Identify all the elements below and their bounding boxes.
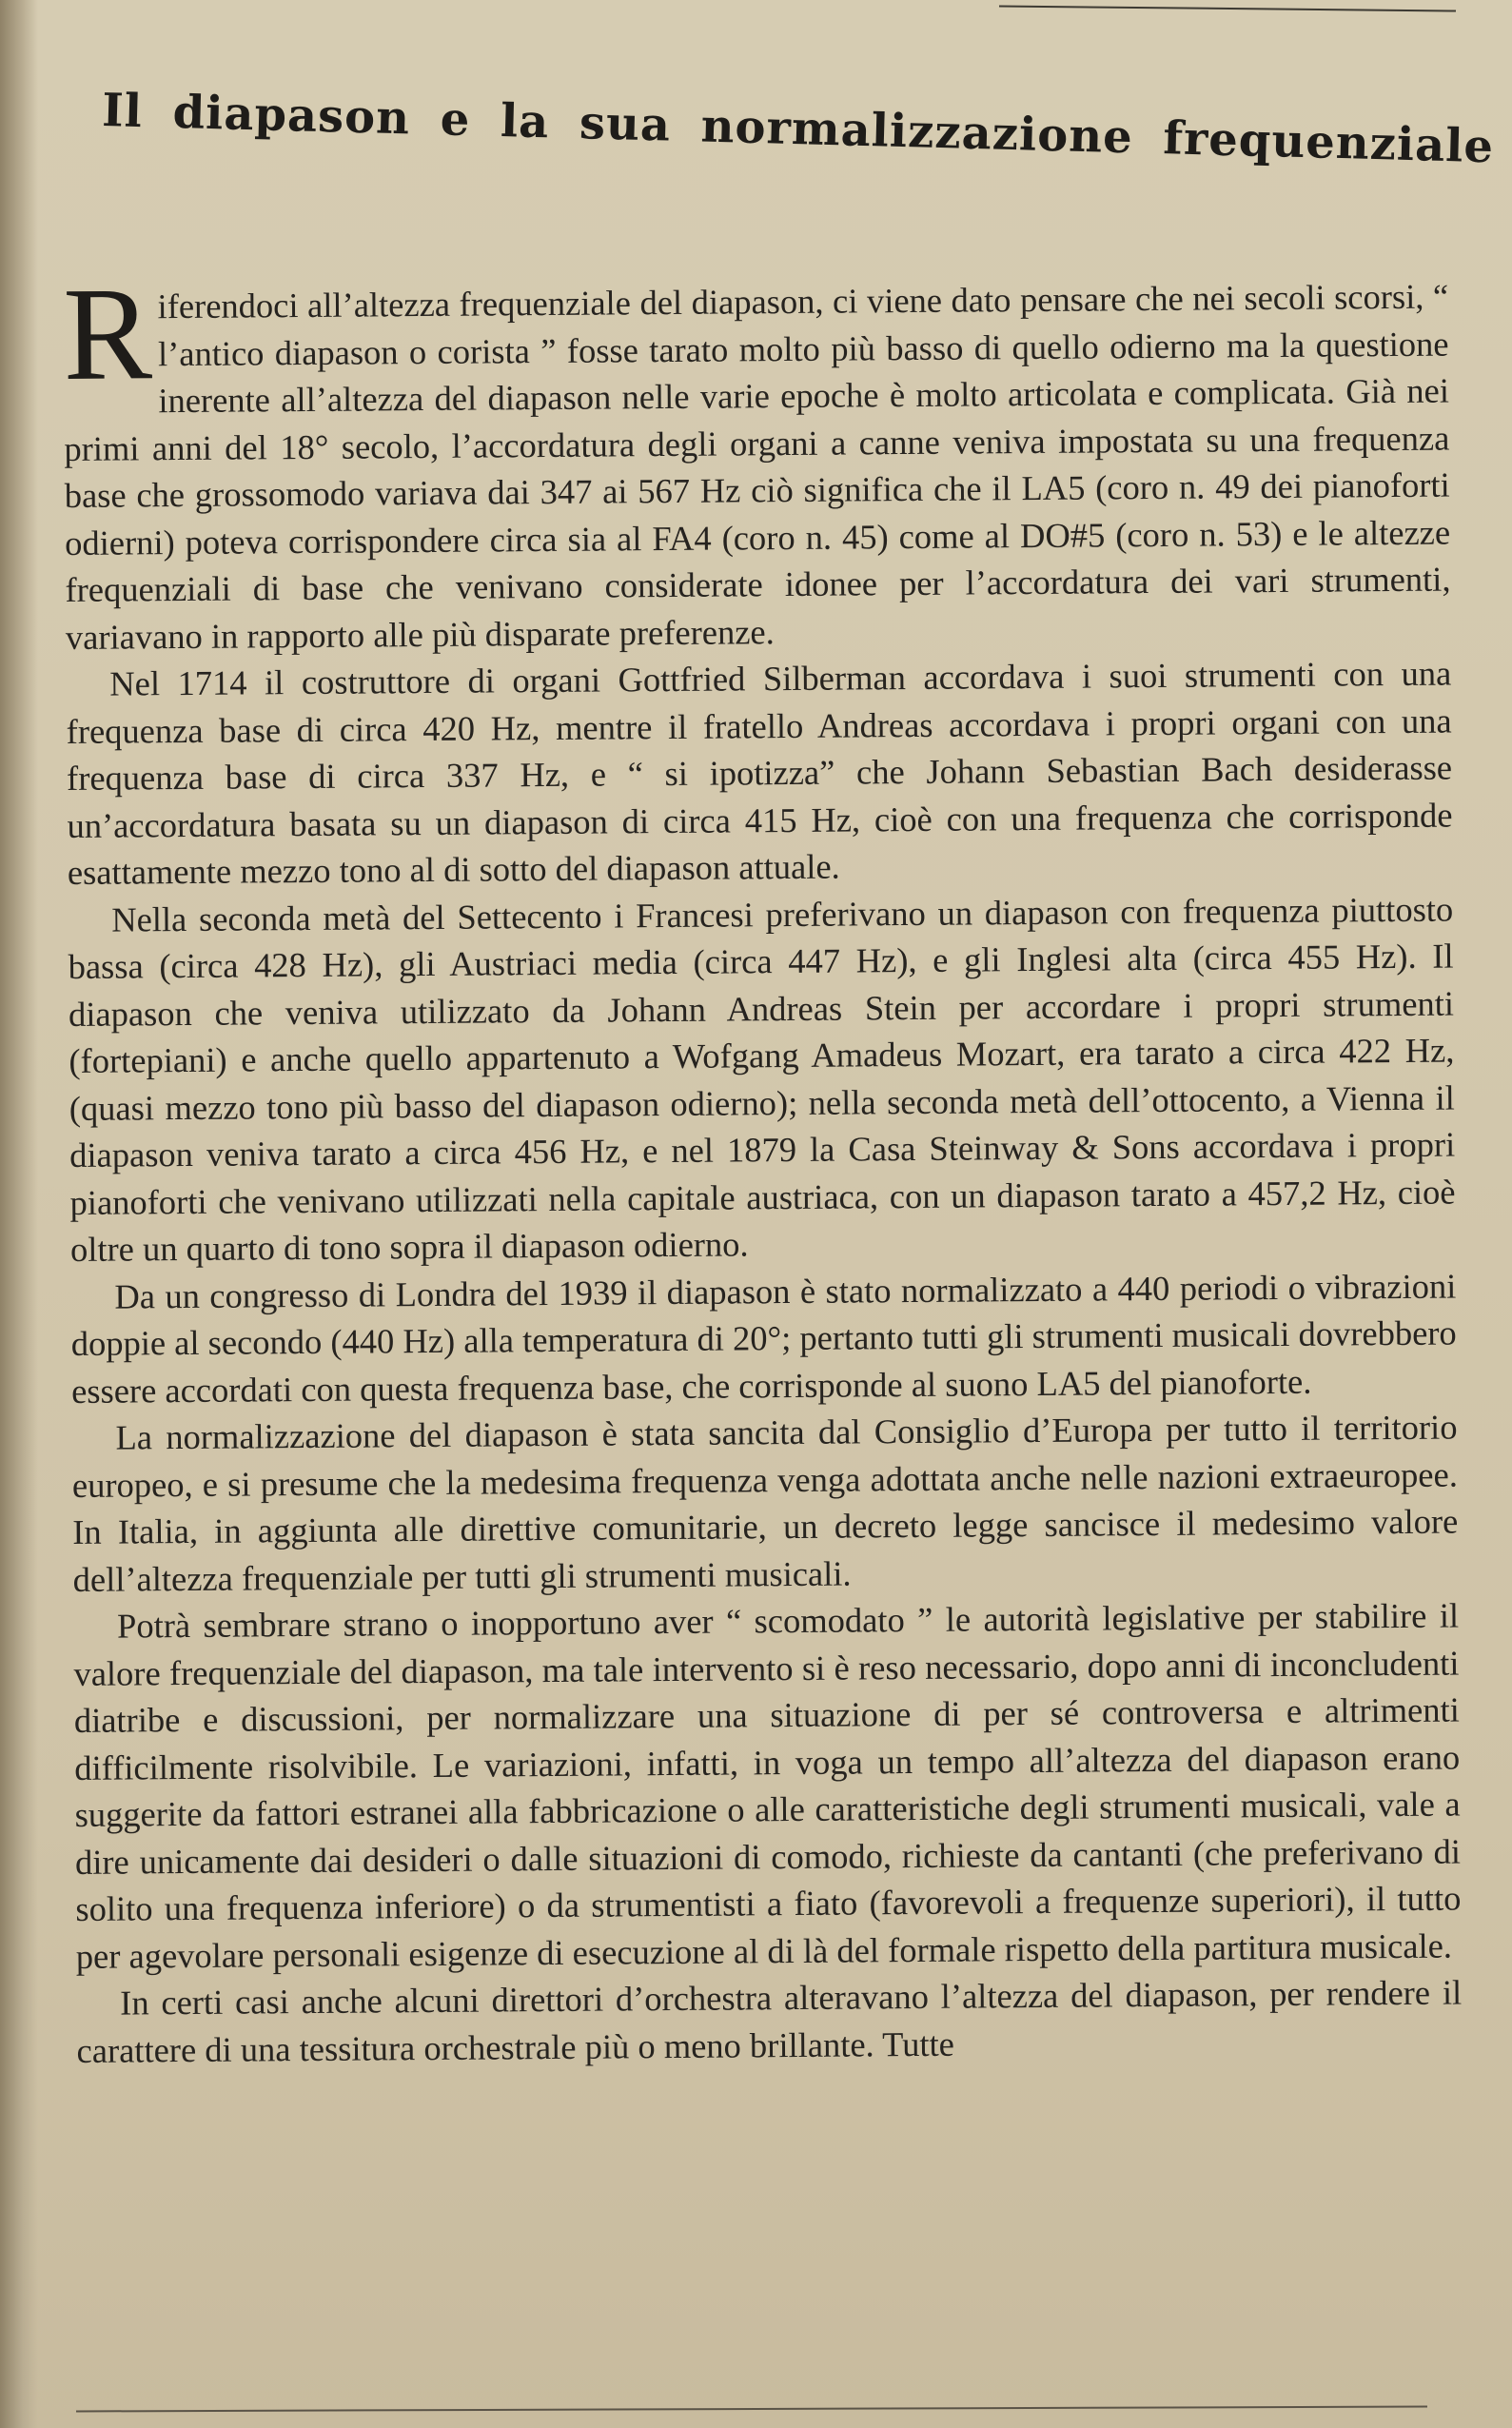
paragraph-2: Nel 1714 il costruttore di organi Gottfried Silberman accordava i suoi strumenti con una frequenza base di circa 420 Hz, mentre il fratello Andreas accordava i propri organi con una frequenza base di circa 337 Hz, e “ si ipotizza” che Johann Sebastian Bach desiderasse un’accordatura basata su un diapason di circa 415 Hz, cioè con una frequenza che corrisponde esattamente mezzo tono al di sotto del diapason attuale. — [66, 653, 1453, 892]
top-rule — [999, 5, 1456, 11]
paragraph-3: Nella seconda metà del Settecento i Francesi preferivano un diapason con frequenza piuttosto bassa (circa 428 Hz), gli Austriaci media (circa 447 Hz), e gli Inglesi alta (circa 455 Hz). Il diapason che veniva utilizzato da Johann Andreas Stein per accordare i propri strumenti (fortepiani) e anche quello appartenuto a Wofgang Amadeus Mozart, era tarato a circa 422 Hz, (quasi mezzo tono più basso del diapason odierno); nella seconda metà dell’ottocento, a Vienna il diapason veniva tarato a circa 456 Hz, e nel 1879 la Casa Steinway & Sons accordava i propri pianoforti che venivano utilizzati nella capitale austriaca, con un diapason tarato a 457,2 Hz, cioè oltre un quarto di tono sopra il diapason odierno. — [68, 889, 1456, 1269]
paragraph-5: La normalizzazione del diapason è stata sancita dal Consiglio d’Europa per tutto il territorio europeo, e si presume che la medesima frequenza venga adottata anche nelle nazioni extraeuropee. In Italia, in aggiunta alle direttive comunitarie, un decreto legge sancisce il medesimo valore dell’altezza frequenziale per tutti gli strumenti musicali. — [71, 1407, 1459, 1599]
body-text — [62, 260, 1463, 2074]
bottom-rule — [76, 2406, 1427, 2413]
paragraph-6: Potrà sembrare strano o inopportuno aver “ scomodato ” le autorità legislative per stabilire il valore frequenziale del diapason, ma tale intervento si è reso necessario, dopo anni di inconcludenti diatribe e discussioni, per normalizzare una situazione di per sé controversa e altrimenti difficilmente risolvibile. Le variazioni, infatti, in voga un tempo all’altezza del diapason erano suggerite da fattori estranei alla fabbricazione o alle caratteristiche degli strumenti musicali, vale a dire unicamente dai desideri o dalle situazioni di comodo, richieste da cantanti (che preferivano di solito una frequenza inferiore) o da strumentisti a fiato (favorevoli a frequenze superiori), il tutto per agevolare personali esigenze di esecuzione al di là del formale rispetto della partitura musicale. — [73, 1595, 1462, 1976]
paragraph-1-text: iferendoci all’altezza frequenziale del diapason, ci viene dato pensare che nei secoli scorsi, “ l’antico diapason o corista ” fosse tarato molto più basso di quello odierno ma la questione inerente all’altezza del diapason nelle varie epoche è molto articolata e complicata. Già nei primi anni del 18° secolo, l’accordatura degli organi a canne veniva impostata su una frequenza base che grossomodo variava dai 347 ai 567 Hz ciò significa che il LA5 (coro n. 49 dei pianoforti odierni) poteva corrispondere circa sia al FA4 (coro n. 45) come al DO#5 (coro n. 53) e le altezze frequenziali di base che venivano considerate idonee per l’accordatura dei vari strumenti, variavano in rapporto alle più disparate preferenze. — [64, 276, 1451, 657]
drop-cap: R — [62, 260, 153, 408]
paragraph-1 — [62, 260, 1451, 661]
page-title: Il diapason e la sua normalizzazione frequenziale — [101, 84, 1495, 174]
paragraph-4: Da un congresso di Londra del 1939 il diapason è stato normalizzato a 440 periodi o vibrazioni doppie al secondo (440 Hz) alla temperatura di 20°; pertanto tutti gli strumenti musicali dovrebbero essere accordati con questa frequenza base, che corrisponde al suono LA5 del pianoforte. — [70, 1266, 1457, 1411]
paragraph-7: In certi casi anche alcuni direttori d’orchestra alteravano l’altezza del diapason, per rendere il carattere di una tessitura orchestrale più o meno brillante. Tutte — [76, 1972, 1463, 2070]
